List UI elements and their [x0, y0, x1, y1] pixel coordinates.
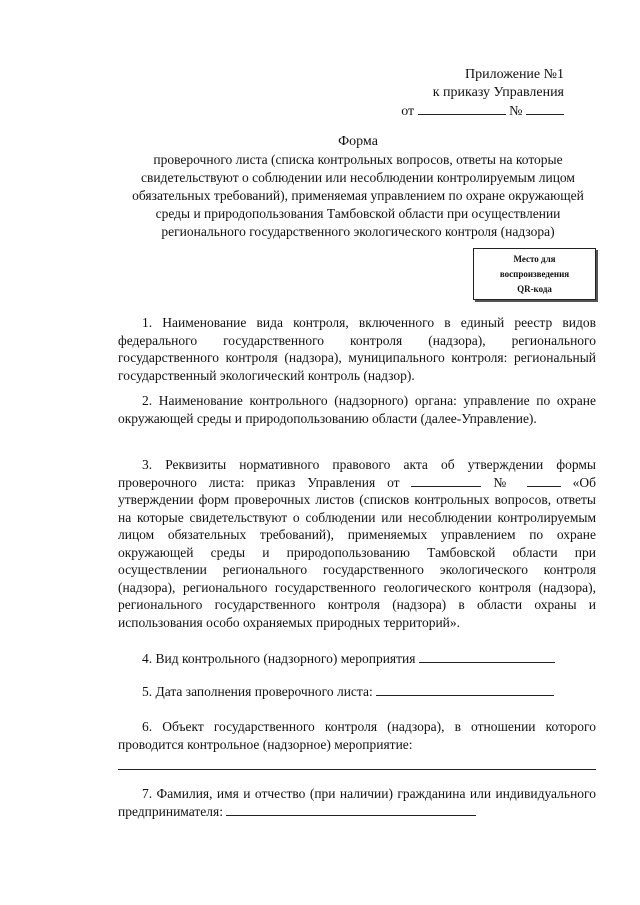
form-title-body: проверочного листа (списка контрольных вопросов, ответы на которые свидетельствуют о соблюдении или несоблюдении контролируемым лицом обязательных требований), применяемая управлением по охране окружающей среды и природопользования Тамбовской области при осуществлении регионального государственного экологического контроля (надзора)	[132, 152, 584, 239]
item-3-rest: «Об утверждении форм проверочных листов (списков контрольных вопросов, ответы на которые свидетельствуют о соблюдении или несоблюдении контролируемым лицом обязательных требований), применяемых управлением по охране окружающей среды и природопользованию Тамбовской области при осуществлении регионального государственного экологического контроля (надзора), регионального государственного геологического контроля (надзора), регионального государственного контроля (надзора) в области охраны и использования особо охраняемых природных территорий».	[118, 474, 597, 630]
item-7	[118, 785, 596, 820]
appendix-order-ref: к приказу Управления	[432, 85, 564, 100]
item-7-label: 7. Фамилия, имя и отчество (при наличии) гражданина или индивидуального предпринимателя:	[118, 786, 596, 819]
item-4-blank	[419, 650, 555, 663]
item-2-text: 2. Наименование контрольного (надзорного) органа: управление по охране окружающей среды и природопользованию области (далее-Управление).	[118, 393, 596, 426]
number-label: №	[509, 104, 523, 119]
item-3-date-blank	[411, 474, 481, 487]
item-3-number-blank	[527, 474, 561, 487]
item-7-blank	[226, 803, 476, 816]
qr-code-placeholder	[473, 248, 596, 300]
item-6	[118, 718, 596, 770]
number-blank	[526, 102, 564, 115]
item-6-blank-line	[118, 755, 596, 770]
item-3-text	[118, 456, 596, 631]
appendix-date-number	[401, 102, 564, 121]
qr-label-1: Место для	[513, 254, 556, 264]
form-heading: Форма	[338, 134, 378, 149]
item-3-start: 3. Реквизиты нормативного правового акта об утверждении формы проверочного листа: приказ Управления от	[118, 457, 596, 490]
item-4-label: 4. Вид контрольного (надзорного) мероприятия	[142, 651, 416, 666]
item-5-text	[118, 683, 596, 701]
appendix-title: Приложение №1	[465, 67, 564, 82]
item-5	[118, 683, 596, 701]
qr-label-2: воспроизведения	[499, 269, 570, 279]
item-1-text: 1. Наименование вида контроля, включенного в единый реестр видов федерального государственного контроля (надзора), регионального государственного контроля (надзора), муниципального контроля: региональный государственный экологический контроль (надзор).	[118, 315, 596, 383]
item-3	[118, 456, 596, 631]
item-3-number-label: №	[493, 474, 515, 490]
date-label: от	[401, 104, 415, 119]
item-4-text	[118, 650, 596, 668]
date-blank	[418, 102, 506, 115]
item-1	[118, 314, 596, 384]
item-4	[118, 650, 596, 668]
qr-label-3: QR-кода	[517, 284, 552, 294]
item-5-blank	[376, 683, 554, 696]
item-6-text: 6. Объект государственного контроля (надзора), в отношении которого проводится контрольное (надзорное) мероприятие:	[118, 719, 596, 752]
item-7-text	[118, 785, 596, 820]
item-5-label: 5. Дата заполнения проверочного листа:	[142, 684, 373, 699]
item-2	[118, 392, 596, 427]
